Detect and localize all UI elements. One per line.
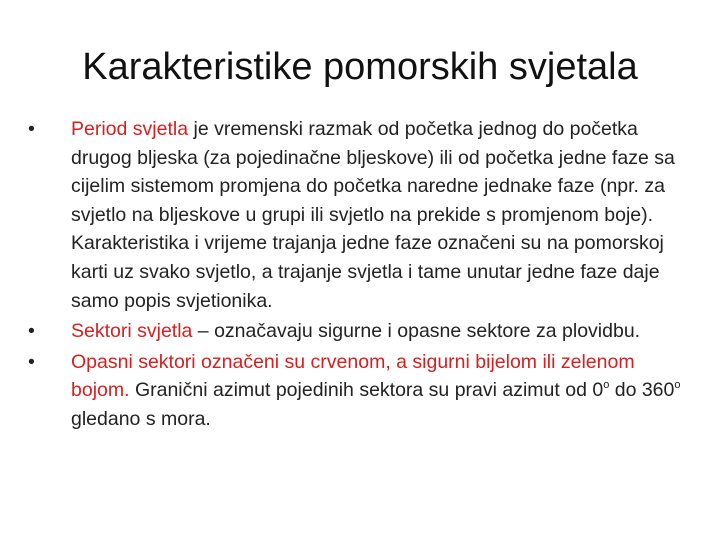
bullet-item-period: [28, 115, 693, 315]
term-period: Period svjetla: [71, 118, 189, 140]
term-danger-sectors: Opasni sektori označeni su crvenom, a sigurni bijelom ili zelenom bojom.: [71, 350, 635, 402]
term-sectors: Sektori svjetla: [71, 320, 193, 343]
bullet-text-azimuth-b: do 360: [609, 379, 675, 402]
slide-title: Karakteristike pomorskih svjetala: [82, 46, 638, 88]
bullet-item-danger: [28, 348, 693, 434]
bullet-text-sectors: – označavaju sigurne i opasne sektore za plovidbu.: [192, 320, 641, 343]
bullet-item-sectors: [28, 317, 693, 346]
degree-mark: o: [603, 379, 610, 392]
bullet-text-azimuth-c: gledano s mora.: [71, 407, 211, 430]
bullet-dot-icon: •: [28, 118, 35, 140]
bullet-text-azimuth-a: Granični azimut pojedinih sektora su pravi azimut od 0: [129, 379, 604, 402]
bullet-dot-icon: •: [28, 320, 35, 343]
bullet-list: [28, 115, 693, 436]
bullet-text-period: je vremenski razmak od početka jednog do početka drugog bljeska (za pojedinačne bljeskove) ili od početka jedne faze sa cijelim sistemom promjena do početka naredne jednake faze (npr. za svjetlo na bljeskove u grupi ili svjetlo na prekide s promjenom boje). Karakteristika i vrijeme trajanja jedne faze označeni su na pomorskoj karti uz svako svjetlo, a trajanje svjetla i tame unutar jedne faze daje samo popis svjetionika.: [71, 118, 675, 312]
degree-mark: o: [674, 379, 681, 392]
bullet-dot-icon: •: [28, 350, 35, 373]
